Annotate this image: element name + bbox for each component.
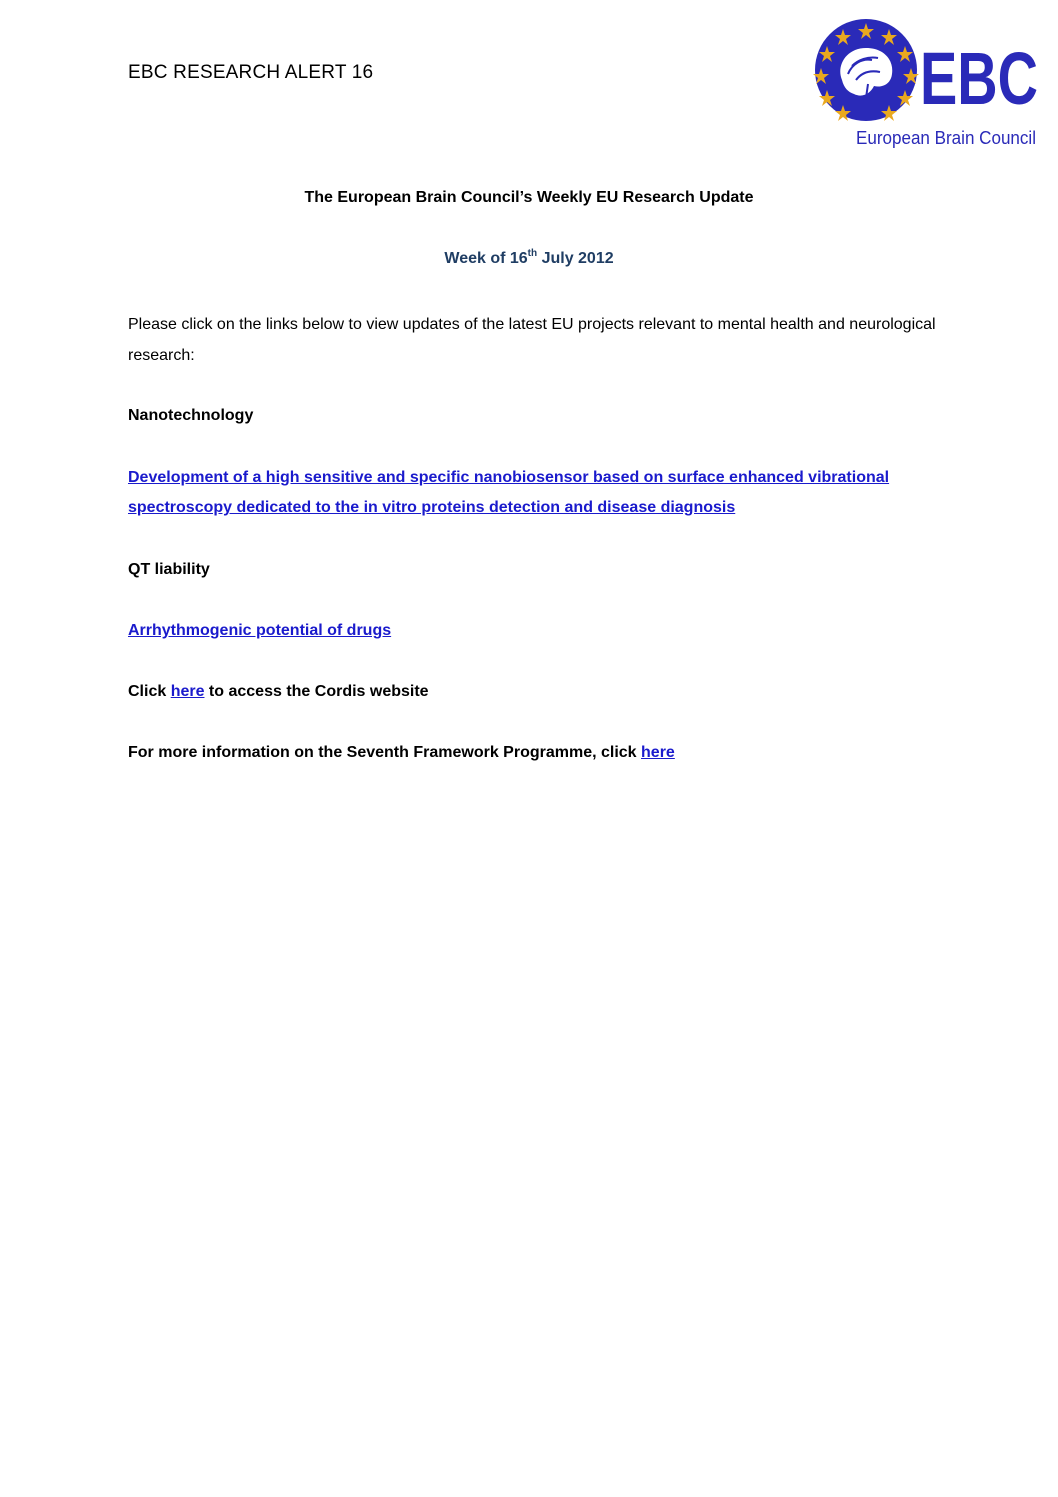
section-heading-nanotechnology: Nanotechnology bbox=[128, 407, 254, 424]
week-heading bbox=[0, 250, 1058, 268]
arrhythmogenic-project-link[interactable]: Arrhythmogenic potential of drugs bbox=[128, 622, 392, 639]
alert-title: EBC RESEARCH ALERT 16 bbox=[128, 62, 374, 83]
week-superscript: th bbox=[527, 248, 538, 259]
section-heading-qt-liability: QT liability bbox=[128, 561, 210, 578]
fp7-here-link[interactable]: here bbox=[641, 744, 675, 761]
page-subtitle: The European Brain Council’s Weekly EU Research Update bbox=[304, 189, 754, 206]
nanobiosensor-link-block bbox=[128, 463, 928, 523]
arrhythmogenic-link-block bbox=[128, 616, 928, 646]
logo-letters: EBC bbox=[920, 37, 1038, 120]
fp7-line bbox=[128, 744, 675, 762]
cordis-before: Click bbox=[128, 683, 171, 700]
intro-paragraph: Please click on the links below to view updates of the latest EU projects relevant to mental health and neurological research: bbox=[128, 316, 936, 364]
logo-org-name: European Brain Council bbox=[856, 128, 1036, 148]
cordis-line bbox=[128, 683, 429, 701]
nanobiosensor-project-link[interactable]: Development of a high sensitive and specific nanobiosensor based on surface enhanced vibrational spectroscopy dedicated to the in vitro proteins detection and disease diagnosis bbox=[128, 469, 890, 516]
ebc-logo bbox=[812, 18, 1044, 154]
week-prefix: Week of 16 bbox=[444, 250, 528, 267]
cordis-after: to access the Cordis website bbox=[204, 683, 429, 700]
cordis-here-link[interactable]: here bbox=[170, 683, 205, 700]
fp7-before: For more information on the Seventh Framework Programme, click bbox=[128, 744, 642, 761]
week-suffix: July 2012 bbox=[537, 250, 614, 267]
